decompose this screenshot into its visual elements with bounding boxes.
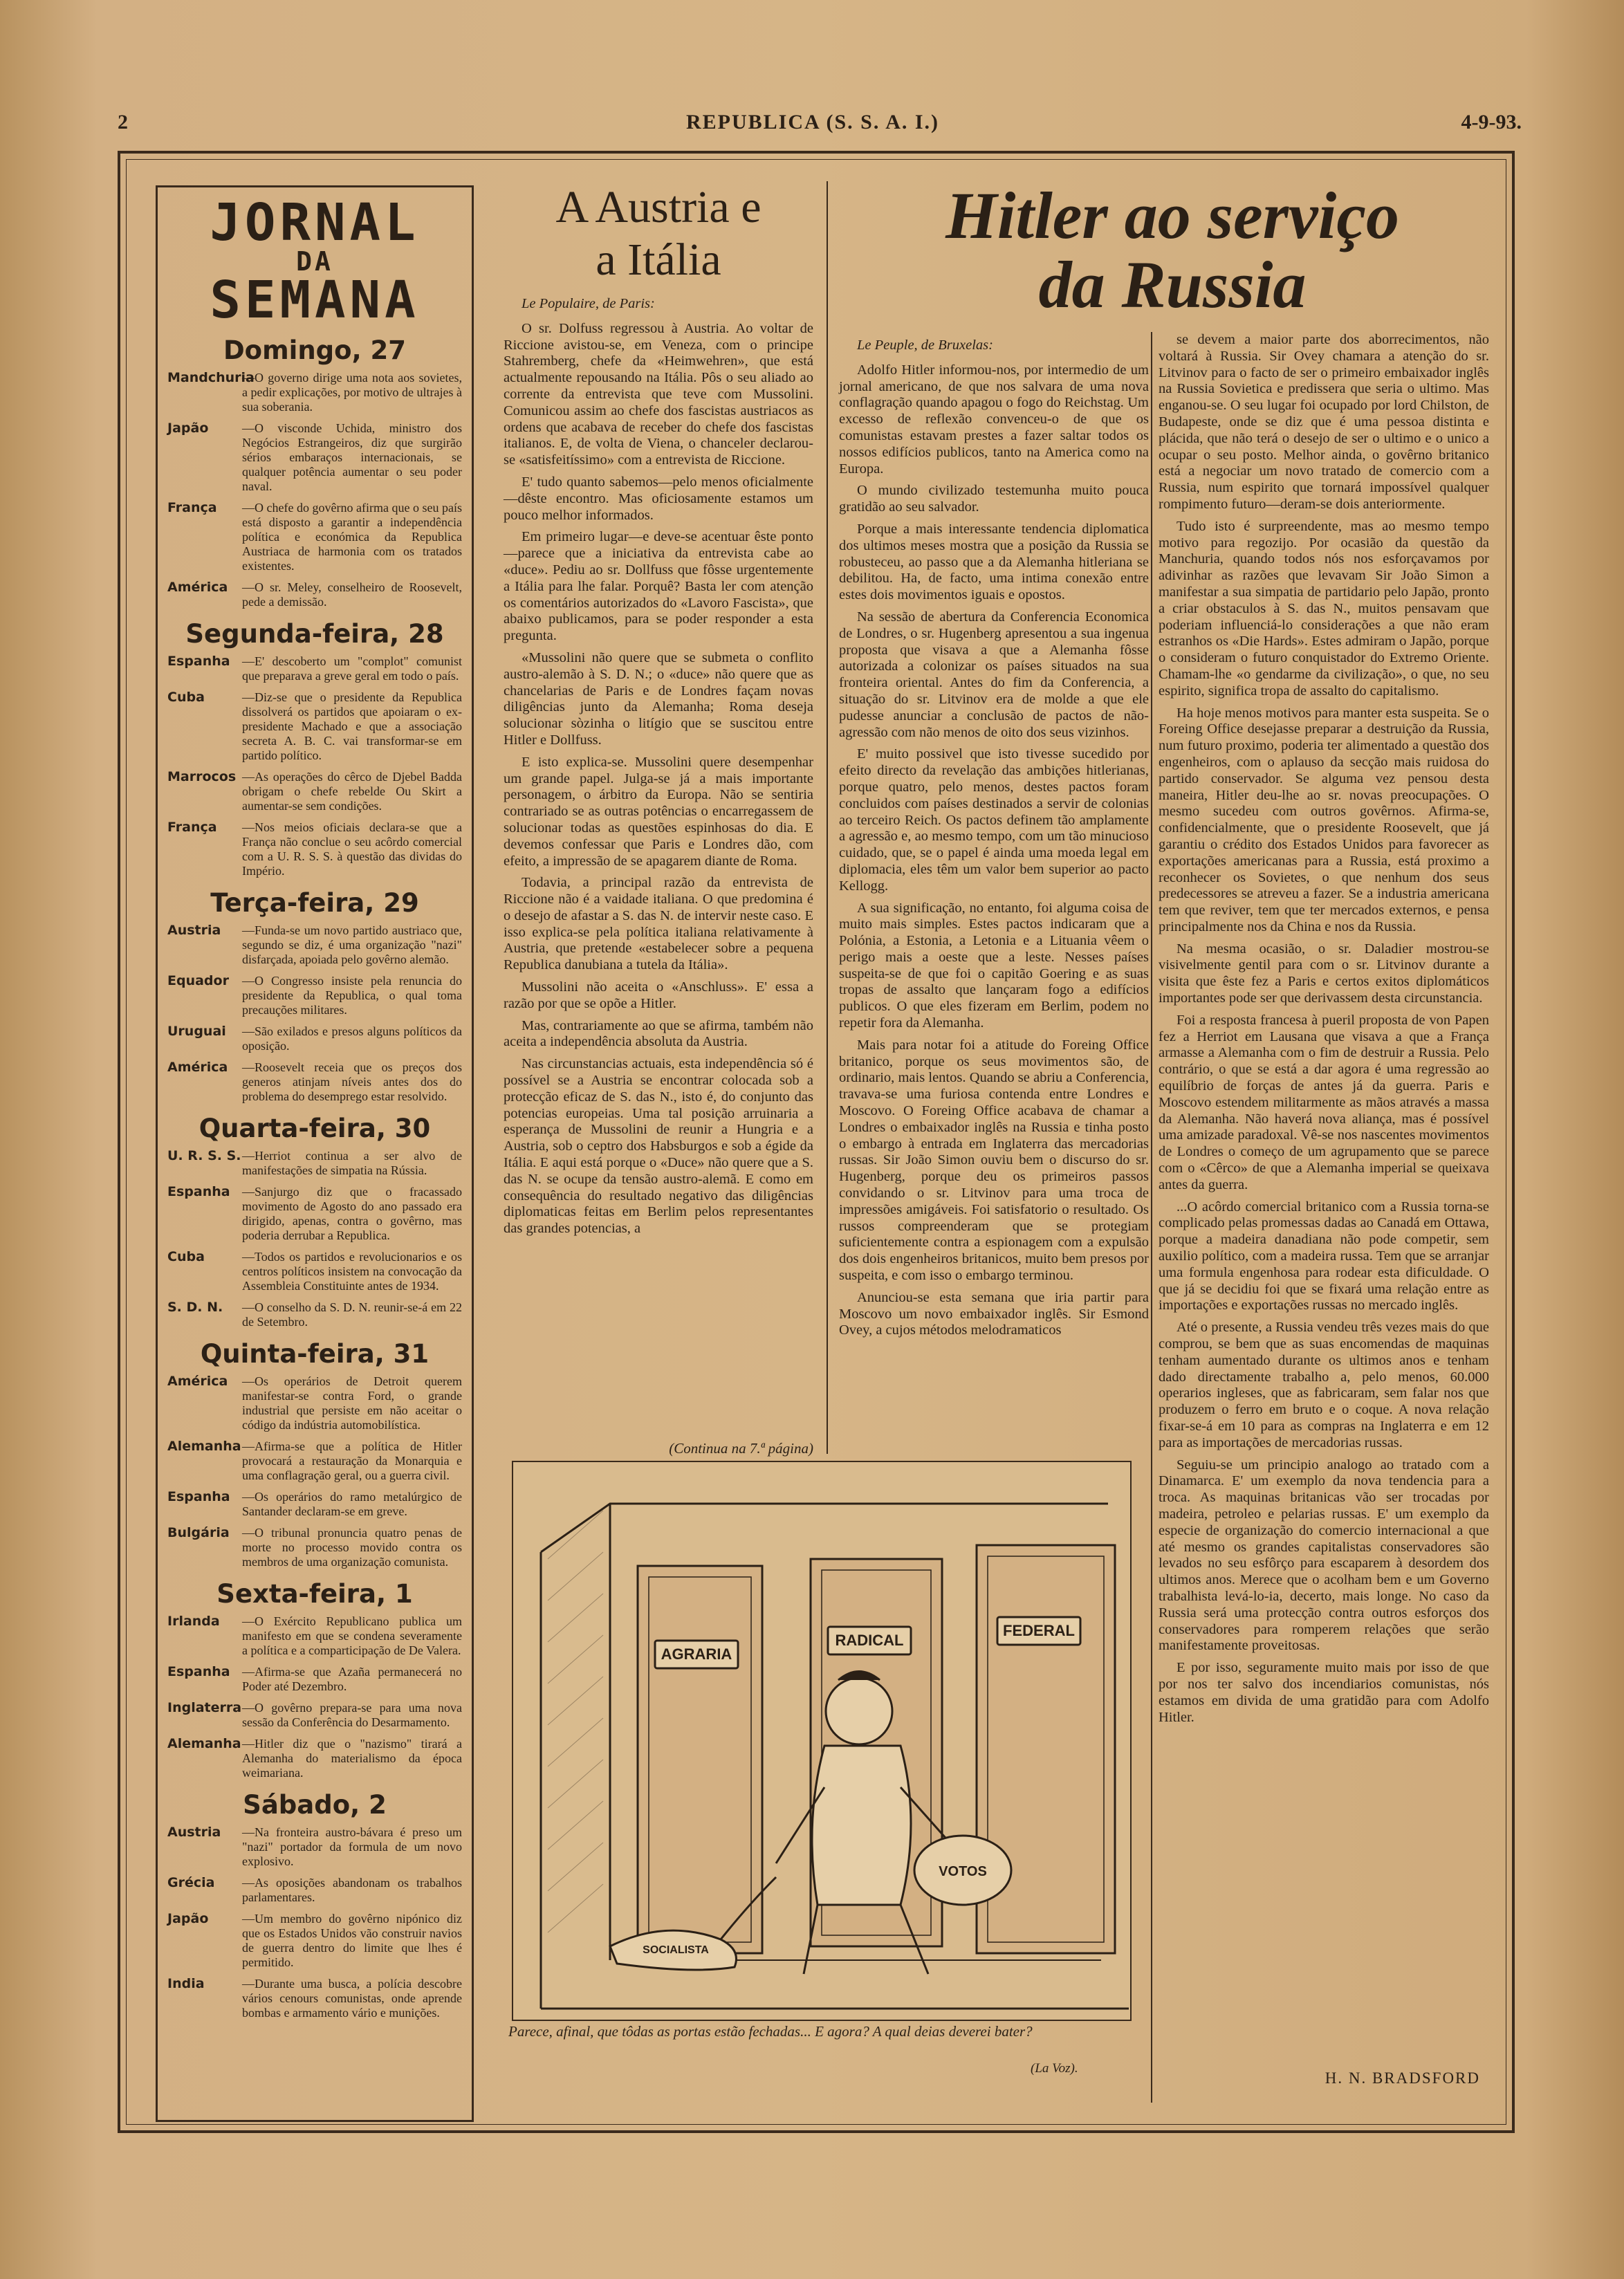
- news-item: [167, 923, 462, 967]
- news-item: [167, 654, 462, 683]
- hitler-headline-line-1: Hitler ao serviço: [945, 178, 1399, 252]
- dog-label: SOCIALISTA: [643, 1944, 709, 1956]
- news-item: [167, 1060, 462, 1104]
- article-paragraph: Em primeiro lugar—e deve-se acentuar êste ponto—parece que a iniciativa da entrevista cabe ao «duce». Pediu ao sr. Dollfuss que fôsse urgentemente a Itália para lhe falar. Porquê? Basta ler com atenção os comentários autorizados do «Lavoro Fascista», que abaixo publicamos, para se poder responder a esta pregunta.: [504, 529, 813, 644]
- cartoon-drawing: [513, 1462, 1130, 2020]
- hitler-article-column-1: [839, 338, 1149, 1345]
- article-paragraph: E' muito possivel que isto tivesse sucedido por efeito directo da revelação das ambições hitlerianas, porque quatro, pelo menos, destes pactos foram concluidos com países destinados a servir de colonias ao terceiro Reich. Os pactos definem tão amplamente a agressão e, ao mesmo tempo, com um tão minucioso cuidado, que, se o papel é ainda uma moeda legal em diplomacia, eles têm um valor bem superior ao pacto Kellogg.: [839, 746, 1149, 894]
- austria-article-body: [504, 296, 813, 1243]
- news-item-country: Austria: [167, 1825, 221, 1840]
- news-item: [167, 1912, 462, 1970]
- newspaper-title: REPUBLICA (S. S. A. I.): [685, 111, 940, 133]
- article-paragraph: E' tudo quanto sabemos—pelo menos oficialmente—dêste encontro. Mas oficiosamente estamos um pouco melhor informados.: [504, 474, 813, 523]
- news-item-text: —Funda-se um novo partido austriaco que, segundo se diz, é uma organização "nazi" disfarçada, apoiada pelo govêrno alemão.: [242, 923, 462, 966]
- bag-label: VOTOS: [939, 1864, 987, 1879]
- article-paragraph: Mussolini não aceita o «Anschluss». E' essa a razão por que se opõe a Hitler.: [504, 979, 813, 1011]
- article-paragraph: Adolfo Hitler informou-nos, por intermedio de um jornal americano, de que nos salvara de uma nova conflagração quando apagou o fogo do Reichstag. Um excesso de reflexão convenceu-o de que os comunistas estavam prestes a fazer saltar todos os nossos edifícios publicos, tanto na America como na Europa.: [839, 362, 1149, 477]
- news-item: [167, 1701, 462, 1730]
- news-item-country: Espanha: [167, 1489, 230, 1504]
- news-item-text: —Diz-se que o presidente da Republica dissolverá os partidos que apoiaram o ex-presidente Machado e que a associação secreta A. B. C. vai transformar-se em partido político.: [242, 690, 462, 762]
- news-item-country: América: [167, 1060, 228, 1075]
- news-item-text: —O sr. Meley, conselheiro de Roosevelt, pede a demissão.: [242, 580, 462, 609]
- news-item-text: —Hitler diz que o "nazismo" tirará a Alemanha do materialismo da época weimariana.: [242, 1737, 462, 1780]
- news-item-country: Espanha: [167, 1664, 230, 1679]
- news-item: [167, 371, 462, 414]
- news-item: [167, 1185, 462, 1243]
- news-item-text: —São exilados e presos alguns políticos da oposição.: [242, 1024, 462, 1053]
- article-paragraph: E isto explica-se. Mussolini quere desempenhar um grande papel. Julga-se já a mais importante personagem, o árbitro da Europa. Não se sentiria contrariado se as outras potências o encarregassem de solucionar todas as questões espinhosas do dia. E devemos confessar que Paris e Londres dão, com efeito, a impressão de se apagarem diante de Roma.: [504, 754, 813, 869]
- door-label-radical: RADICAL: [835, 1632, 904, 1649]
- hitler-headline-line-2: da Russia: [1038, 248, 1307, 322]
- news-item: [167, 690, 462, 763]
- article-paragraph: E por isso, seguramente muito mais por isso de que por nos ter salvo dos incendiarios comunistas, nós estamos em divida de uma gratidão para com Adolfo Hitler.: [1159, 1660, 1489, 1725]
- jornal-title-2: DA: [296, 246, 333, 277]
- article-paragraph: Até o presente, a Russia vendeu três vezes mais do que comprou, se bem que as suas encomendas de maquinas tenham aumentado durante os ultimos anos e tenham dado directamente trabalho a, pelo menos, 60.000 operarios ingleses, que as fabricaram, sem falar nos que produzem o ferro em bruto e o coque. A nova relação fixar-se-á em 10 para as compras na Inglaterra e em 12 para as importações de mercadorias russas.: [1159, 1320, 1489, 1450]
- news-item-country: Austria: [167, 923, 221, 938]
- news-item-country: Cuba: [167, 1249, 205, 1264]
- news-item-text: —Sanjurgo diz que o fracassado movimento de Agosto do ano passado era dirigido, apenas, contra o govêrno, mas poderia derrubar a Republica.: [242, 1185, 462, 1242]
- news-item-country: Espanha: [167, 654, 230, 669]
- article-paragraph: se devem a maior parte dos aborrecimentos, não voltará à Russia. Sir Ovey chamara a atenção do sr. Litvinov para o facto de ser o primeiro embaixador inglês na Russia Sovietica e predissera que seria o ultimo. Mas enganou-se. O seu lugar foi ocupado por lord Chilston, de Budapeste, onde se diz que é uma pessoa distinta e plácida, que não terá o desejo de ser o ultimo e o unico a ocupar o seu posto. Melhor ainda, o govêrno britanico está a negociar um novo tratado de comercio com a Russia, num espirito que tornará impossível qualquer rompimento futuro—deram-se dois anteriormente.: [1159, 332, 1489, 512]
- news-item-country: França: [167, 820, 217, 835]
- news-item-text: —Os operários de Detroit querem manifestar-se contra Ford, o grande industrial que persiste em não aceitar o código da indústria automobilística.: [242, 1374, 462, 1432]
- jornal-title: [158, 193, 472, 330]
- news-item-text: —O chefe do govêrno afirma que o seu país está disposto a garantir a independência política e económica da Republica Austriaca de harmonia com os tratados existentes.: [242, 501, 462, 573]
- jornal-days: [158, 335, 472, 2020]
- door-label-agraria: AGRARIA: [661, 1645, 732, 1663]
- article-paragraph: Foi a resposta francesa à pueril proposta de von Papen fez a Herriot em Lausana que visava a que a França armasse a Alemanha com o fim de destruir a Russia. Pelo contrário, o que se está a dar agora é uma regressão ao equilíbrio de forças de antes já da guerra. Paris e Moscovo estendem militarmente as mãos através a massa da Alemanha. Não haverá nova aliança, mas é possível uma amizade paradoxal. Vê-se nos nascentes movimentos de Londres o começo de um agrupamento que se parece com o «Cêrco» de que a Alemanha imperial se queixava antes da guerra.: [1159, 1012, 1489, 1192]
- news-item-country: Uruguai: [167, 1024, 226, 1039]
- jornal-da-semana-box: [156, 185, 474, 2122]
- news-item: [167, 1876, 462, 1905]
- news-item: [167, 1490, 462, 1519]
- news-item-text: —Durante uma busca, a polícia descobre vários cenours comunistas, onde aprende bombas e armamento vário e munições.: [242, 1977, 462, 2020]
- news-item-country: Japão: [167, 421, 209, 436]
- news-item-country: Alemanha: [167, 1736, 241, 1751]
- article-paragraph: Nas circunstancias actuais, esta independência só é possível se a Austria se encontrar colocada sob a protecção eficaz de S. das N., isto é, do conjunto das potencias europeias. Uma tal posição arruinaria a esperança de Mussolini de reunir a Hungria e a Austria, sob o ceptro dos Habsburgos e sob a égide da Itália. E aqui está porque o «Duce» não quere que a S. das N. se ocupe da tensão austro-alemã. E como em consequência do resultado negativo das diligências diplomaticas feitas em Berlim pelos representantes das grandes potencias, a: [504, 1056, 813, 1237]
- cartoon-credit: (La Voz).: [1031, 2061, 1078, 2076]
- day-heading: Quarta-feira, 30: [199, 1114, 431, 1143]
- austria-headline: [492, 181, 824, 286]
- austria-source: Le Populaire, de Paris:: [522, 296, 655, 311]
- news-item: [167, 501, 462, 573]
- news-item-country: Espanha: [167, 1184, 230, 1199]
- news-item-text: —Afirma-se que a política de Hitler provocará a restauração da Monarquia e uma conflagração geral, ou a guerra civil.: [242, 1439, 462, 1482]
- news-item-country: India: [167, 1976, 205, 1991]
- day-heading: Sábado, 2: [243, 1790, 387, 1820]
- news-item-country: U. R. S. S.: [167, 1148, 241, 1163]
- news-item-country: Alemanha: [167, 1439, 241, 1454]
- news-item-country: Inglaterra: [167, 1700, 242, 1715]
- news-item: [167, 580, 462, 609]
- news-item: [167, 1374, 462, 1432]
- austria-headline-line-1: A Austria e: [555, 182, 762, 232]
- article-paragraph: O mundo civilizado testemunha muito pouca gratidão ao seu salvador.: [839, 483, 1149, 515]
- news-item-text: —O governo dirige uma nota aos sovietes, a pedir explicações, por motivo de ultrajes à sua soberania.: [242, 371, 462, 414]
- article-paragraph: Porque a mais interessante tendencia diplomatica dos ultimos meses mostra que a posição da Russia se robusteceu, ao passo que a da Alemanha hitleriana se debilitou. Ha, de facto, uma intima conexão entre estes dois movimentos iguais e opostos.: [839, 521, 1149, 603]
- news-item: [167, 1614, 462, 1658]
- news-item-text: —O Congresso insiste pela renuncia do presidente da Republica, o qual toma precauções militares.: [242, 974, 462, 1017]
- news-item-country: Cuba: [167, 690, 205, 705]
- news-item-text: —O tribunal pronuncia quatro penas de morte no processo movido contra os membros de uma organização comunista.: [242, 1526, 462, 1569]
- news-item-text: —E' descoberto um "complot" comunist que preparava a greve geral em todo o país.: [242, 654, 462, 683]
- news-item-country: França: [167, 500, 217, 515]
- news-item: [167, 421, 462, 494]
- news-item-country: Japão: [167, 1911, 209, 1926]
- news-item-text: —As oposições abandonam os trabalhos parlamentares.: [242, 1876, 462, 1904]
- page-header: [104, 111, 1522, 138]
- article-paragraph: Mais para notar foi a atitude do Foreing Office britanico, porque os seus movimentos são, de ordinario, mais lentos. Quando se abriu a Conferencia, travava-se uma furiosa contenda entre Londres e Moscovo. O Foreing Office acabava de chamar a Londres o embaixador inglês na Russia e tinha posto o embargo à entrada em Inglaterra das mercadorias russas. Sir João Simon ouviu bem o discurso do sr. Hugenberg, porque deu os primeiros passos convidando o sr. Litvinov para uma troca de impressões amigáveis. Foi satisfatorio o resultado. Os russos compreenderam que se protegiam suficientemente contra a espionagem com a expulsão dos dois engenheiros britanicos, muito bem presos por suspeita, e com isso o embargo terminou.: [839, 1037, 1149, 1284]
- jornal-title-3: SEMANA: [210, 270, 420, 330]
- jornal-title-1: JORNAL: [210, 193, 420, 252]
- news-item: [167, 1250, 462, 1293]
- austria-headline-line-2: a Itália: [596, 234, 721, 285]
- news-item-text: —Os operários do ramo metalúrgico de Santander declaram-se em greve.: [242, 1490, 462, 1518]
- news-item-text: —As operações do cêrco de Djebel Badda obrigam o chefe rebelde Ou Skirt a aumentar-se sem condições.: [242, 770, 462, 813]
- news-item: [167, 1300, 462, 1329]
- news-item-country: Marrocos: [167, 769, 237, 784]
- article-paragraph: Na sessão de abertura da Conferencia Economica de Londres, o sr. Hugenberg apresentou a sua ingenua proposta que visava a que a Alemanha fôsse autorizada a colonizar os países situados na sua fronteira oriental. Antes do fim da Conferencia, a situação do sr. Litvinov era de molde a que ele pudesse anunciar a conclusão de pactos de não-agressão com não menos de oito dos seus vizinhos.: [839, 609, 1149, 740]
- austria-continued-note: (Continua na 7.ª página): [669, 1440, 813, 1457]
- article-paragraph: O sr. Dolfuss regressou à Austria. Ao voltar de Riccione avistou-se, em Veneza, com o principe Stahremberg, chefe da «Heimwehren», que está actualmente repousando na Itália. Pôs o seu aliado ao corrente da entrevista que teve com Mussolini. Comunicou assim ao chefe dos fascistas austriacos as ordens que acabava de receber do chefe dos fascistas italianos. E, de volta de Viena, o chanceler declarou-se «satisfeitíssimo» com a entrevista de Riccione.: [504, 320, 813, 468]
- news-item: [167, 770, 462, 813]
- day-heading: Domingo, 27: [223, 335, 407, 365]
- news-item-text: —O Exército Republicano publica um manifesto em que se condena severamente a política e a comparticipação de De Valera.: [242, 1614, 462, 1657]
- news-item-country: Bulgária: [167, 1525, 230, 1540]
- news-item: [167, 1665, 462, 1694]
- day-heading: Sexta-feira, 1: [216, 1579, 413, 1609]
- hitler-headline: [827, 178, 1518, 322]
- news-item: [167, 1737, 462, 1780]
- article-paragraph: Todavia, a principal razão da entrevista de Riccione não é a vaidade italiana. O que predomina é o desejo de afastar a S. das N. de intervir neste caso. E isso explica-se pela política italiana relativamente à Austria, que pretende «estabelecer sobre a pequena Republica danubiana a tutela da Itália».: [504, 875, 813, 973]
- news-item-text: —Um membro do govêrno nipónico diz que os Estados Unidos vão construir navios de guerra dentro do limite que lhes é permitido.: [242, 1912, 462, 1969]
- news-item: [167, 974, 462, 1017]
- door-label-federal: FEDERAL: [1003, 1622, 1075, 1639]
- news-item-text: —Afirma-se que Azaña permanecerá no Poder até Dezembro.: [242, 1665, 462, 1693]
- news-item: [167, 1825, 462, 1869]
- day-heading: Terça-feira, 29: [210, 888, 419, 918]
- news-item-country: Irlanda: [167, 1614, 220, 1629]
- article-paragraph: «Mussolini não quere que se submeta o conflito austro-alemão à S. D. N.; o «duce» não quere que as chancelarias de Paris e de Londres façam novas diligências junto da Alemanha; Roma deseja solucionar sòzinha o litígio que se suscitou entre Hitler e Dollfuss.: [504, 649, 813, 748]
- news-item: [167, 1024, 462, 1053]
- news-item-text: —Todos os partidos e revolucionarios e os centros políticos insistem na convocação da Assembleia Constituinte antes de 1934.: [242, 1250, 462, 1293]
- news-item: [167, 820, 462, 878]
- day-heading: Segunda-feira, 28: [185, 619, 444, 649]
- news-item: [167, 1977, 462, 2020]
- article-signature: H. N. BRADSFORD: [1325, 2069, 1480, 2087]
- article-paragraph: Ha hoje menos motivos para manter esta suspeita. Se o Foreing Office desejasse preparar a destruição da Russia, num futuro proximo, poderia ter alimentado a questão dos engenheiros, com o aplauso da secção mais ruidosa do partido conservador. Se alguma vez pensou desta maneira, Hitler deu-lhe ao sr. novas preocupações. O mesmo sucedeu com outros govêrnos. Afirma-se, confidencialmente, que o presidente Roosevelt, que já garantiu o crédito dos Estados Unidos para favorecer as exportações americanas para a Russia, está proximo a reconhecer os Sovietes, o que nenhum dos seus predecessores se atreveu a fazer. Se a industria americana tem que reviver, tem que ter mercados externos, e pensa principalmente nos da China e nos da Russia.: [1159, 705, 1489, 934]
- news-item-country: S. D. N.: [167, 1300, 223, 1315]
- issue-date: 4-9-93.: [1461, 111, 1522, 133]
- news-item-country: América: [167, 1374, 228, 1389]
- hitler-source: Le Peuple, de Bruxelas:: [857, 338, 993, 353]
- news-item: [167, 1149, 462, 1178]
- news-item-country: Mandchuria: [167, 370, 255, 385]
- news-item-text: —Roosevelt receia que os preços dos generos atinjam níveis antes dos do problema do desemprego estar resolvido.: [242, 1060, 462, 1103]
- article-paragraph: A sua significação, no entanto, foi alguma coisa de muito mais simples. Estes pactos indicaram que a Polónia, a Estonia, a Letonia e a Lituania vêem o perigo mais a oeste que a leste. Nesses países suspeita-se de que foi o capitão Goering e as suas tropas de assalto que lançaram fogo a edifícios publicos. O que eles fizeram em Berlim, podem no repetir fora da Alemanha.: [839, 900, 1149, 1031]
- column-rule: [827, 181, 828, 1454]
- news-item-text: —Na fronteira austro-bávara é preso um "nazi" portador da formula de um novo explosivo.: [242, 1825, 462, 1868]
- news-item-text: —O govêrno prepara-se para uma nova sessão da Conferência do Desarmamento.: [242, 1701, 462, 1729]
- news-item-country: América: [167, 580, 228, 595]
- hitler-article-column-2: [1159, 332, 1489, 1731]
- page-number: 2: [118, 111, 128, 133]
- news-item: [167, 1439, 462, 1483]
- article-paragraph: Seguiu-se um principio analogo ao tratado com a Dinamarca. E' um exemplo da nova tendencia para a troca. As maquinas britanicas vão ser trocadas por madeira, petroleo e pelarias russas. E' um exemplo da especie de organização do comercio internacional a que até mesmo os grandes capitalistas conservadores são levados no seu esfôrço para escaparem à desordem dos ultimos anos. Merece que o acolham bem e um Governo trabalhista levá-lo-ia, decerto, mais longe. No caso da Russia será uma protecção contra outros esforços dos conservadores para romperem relações que serão manifestamente proveitosas.: [1159, 1457, 1489, 1654]
- article-paragraph: Mas, contrariamente ao que se afirma, também não aceita a independência absoluta da Austria.: [504, 1017, 813, 1050]
- day-heading: Quinta-feira, 31: [200, 1339, 430, 1369]
- article-paragraph: Tudo isto é surpreendente, mas ao mesmo tempo motivo para regozijo. Por ocasião da questão da Manchuria, quando todos nós nos esforçavamos por adivinhar as razões que levavam Sir João Simon a manifestar a sua simpatia de partidario pelo Japão, pronto a criar obstaculos à S. das N., muitos pensavam que poderiam influenciá-lo considerações a que não eram estranhos os «Die Hards». Estes admiram o Japão, porque o consideram o futuro conquistador do Extremo Oriente. Chamam-lhe «o gendarme da civilização», o que, no seu espirito, significa tropa de assalto do capitalismo.: [1159, 518, 1489, 699]
- article-paragraph: Na mesma ocasião, o sr. Daladier mostrou-se visivelmente gentil para com o sr. Litvinov durante a visita que êste fez a Paris e certos exitos diplomáticos importantes pode ser que derivassem desta circunstancia.: [1159, 941, 1489, 1006]
- news-item: [167, 1526, 462, 1569]
- cartoon-caption: Parece, afinal, que tôdas as portas estão fechadas... E agora? A qual deias deverei bater?: [508, 2023, 1033, 2040]
- news-item-text: —O visconde Uchida, ministro dos Negócios Estrangeiros, diz que surgirão sérios embaraços internacionais, se qualquer potência aumentar o seu poder naval.: [242, 421, 462, 493]
- article-paragraph: ...O acôrdo comercial britanico com a Russia torna-se complicado pelas promessas dadas ao Canadá em Ottawa, porque a madeira danadiana não pode competir, sem auxilio político, com a madeira russa. Tem que se arranjar uma formula engenhosa para rodear esta dificuldade. O que já se decidiu foi que se fixará uma relação entre as importações e exportações russas no mercado inglês.: [1159, 1199, 1489, 1313]
- column-rule: [1151, 332, 1152, 2103]
- news-item-country: Grécia: [167, 1875, 215, 1890]
- news-item-text: —Nos meios oficiais declara-se que a França não conclue o seu acôrdo comercial com a U. R. S. S. à questão das dividas do Império.: [242, 820, 462, 878]
- cartoon-illustration: [512, 1461, 1132, 2021]
- news-item-country: Equador: [167, 973, 229, 988]
- news-item-text: —Herriot continua a ser alvo de manifestações de simpatia na Rússia.: [242, 1149, 462, 1177]
- article-paragraph: Anunciou-se esta semana que iria partir para Moscovo um novo embaixador inglês. Sir Esmond Ovey, a cujos métodos melodramaticos: [839, 1289, 1149, 1338]
- news-item-text: —O conselho da S. D. N. reunir-se-á em 22 de Setembro.: [242, 1300, 462, 1329]
